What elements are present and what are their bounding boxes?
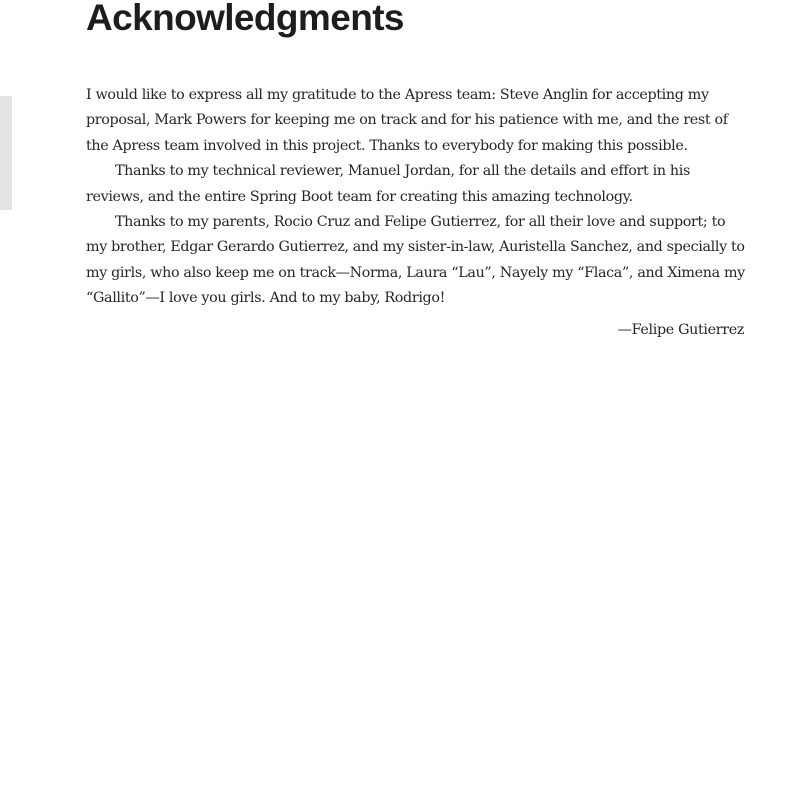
paragraph-gratitude: I would like to express all my gratitude to the Apress team: Steve Anglin for accepting my proposal, Mark Powers for keeping me on track and for his patience with me, and the rest of the Apress team involved in this project. Thanks to everybody for making this possible. [86,87,728,154]
page-edge-shadow [0,96,12,210]
acknowledgments-body [86,83,748,343]
page-title: Acknowledgments [86,0,404,38]
paragraph-reviewer: Thanks to my technical reviewer, Manuel Jordan, for all the details and effort in his reviews, and the entire Spring Boot team for creating this amazing technology. [86,163,690,205]
paragraph-family: Thanks to my parents, Rocio Cruz and Felipe Gutierrez, for all their love and support; to my brother, Edgar Gerardo Gutierrez, and my sister-in-law, Auristella Sanchez, and specially to my girls, who also keep me on track—Norma, Laura “Lau”, Nayely my “Flaca”, and Ximena my “Gallito”—I love you girls. And to my baby, Rodrigo! [86,214,745,307]
signature: —Felipe Gutierrez [617,321,744,338]
